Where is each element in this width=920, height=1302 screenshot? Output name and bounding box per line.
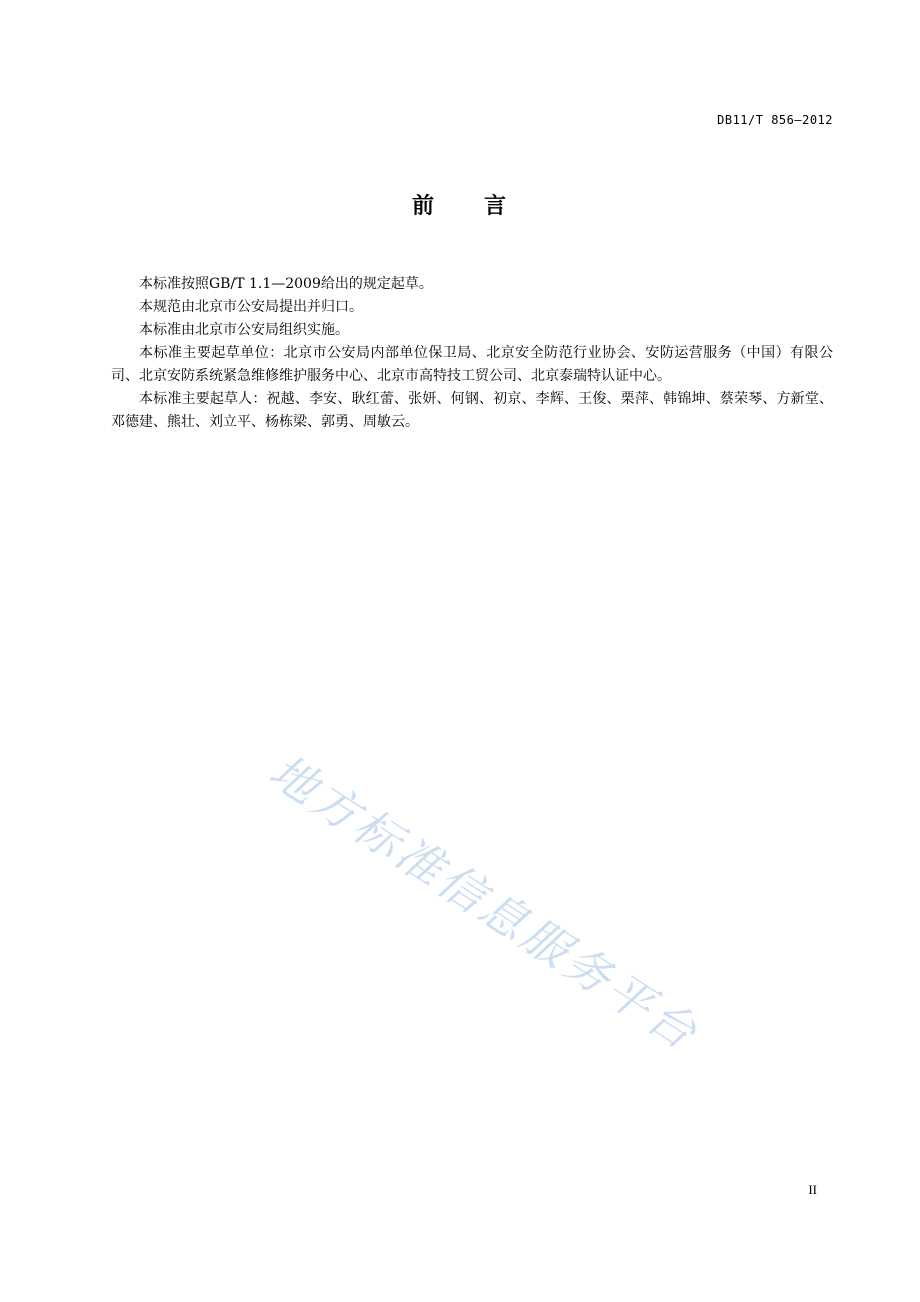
paragraph-drafters: 本标准主要起草人：祝越、李安、耿红蕾、张妍、何钢、初京、李辉、王俊、栗萍、韩锦坤、蔡荣琴、方新堂、邓德建、熊壮、刘立平、杨栋梁、郭勇、周敏云。 <box>111 391 833 430</box>
paragraph-drafting-rules: 本标准按照GB/T 1.1—2009给出的规定起草。 <box>139 276 433 292</box>
title-part-1: 前 <box>411 194 436 219</box>
title-part-2: 言 <box>484 194 509 219</box>
preface-body <box>111 273 833 434</box>
page-number: II <box>808 1182 817 1197</box>
document-code: DB11/T 856—2012 <box>717 113 833 127</box>
watermark: 地方标准信息服务平台 <box>259 743 709 1062</box>
page-title <box>0 189 920 220</box>
paragraph-implementer: 本标准由北京市公安局组织实施。 <box>139 322 349 338</box>
paragraph-drafting-units: 本标准主要起草单位：北京市公安局内部单位保卫局、北京安全防范行业协会、安防运营服务（中国）有限公司、北京安防系统紧急维修维护服务中心、北京市高特技工贸公司、北京泰瑞特认证中心。 <box>111 345 833 384</box>
paragraph-proposer: 本规范由北京市公安局提出并归口。 <box>139 299 363 315</box>
